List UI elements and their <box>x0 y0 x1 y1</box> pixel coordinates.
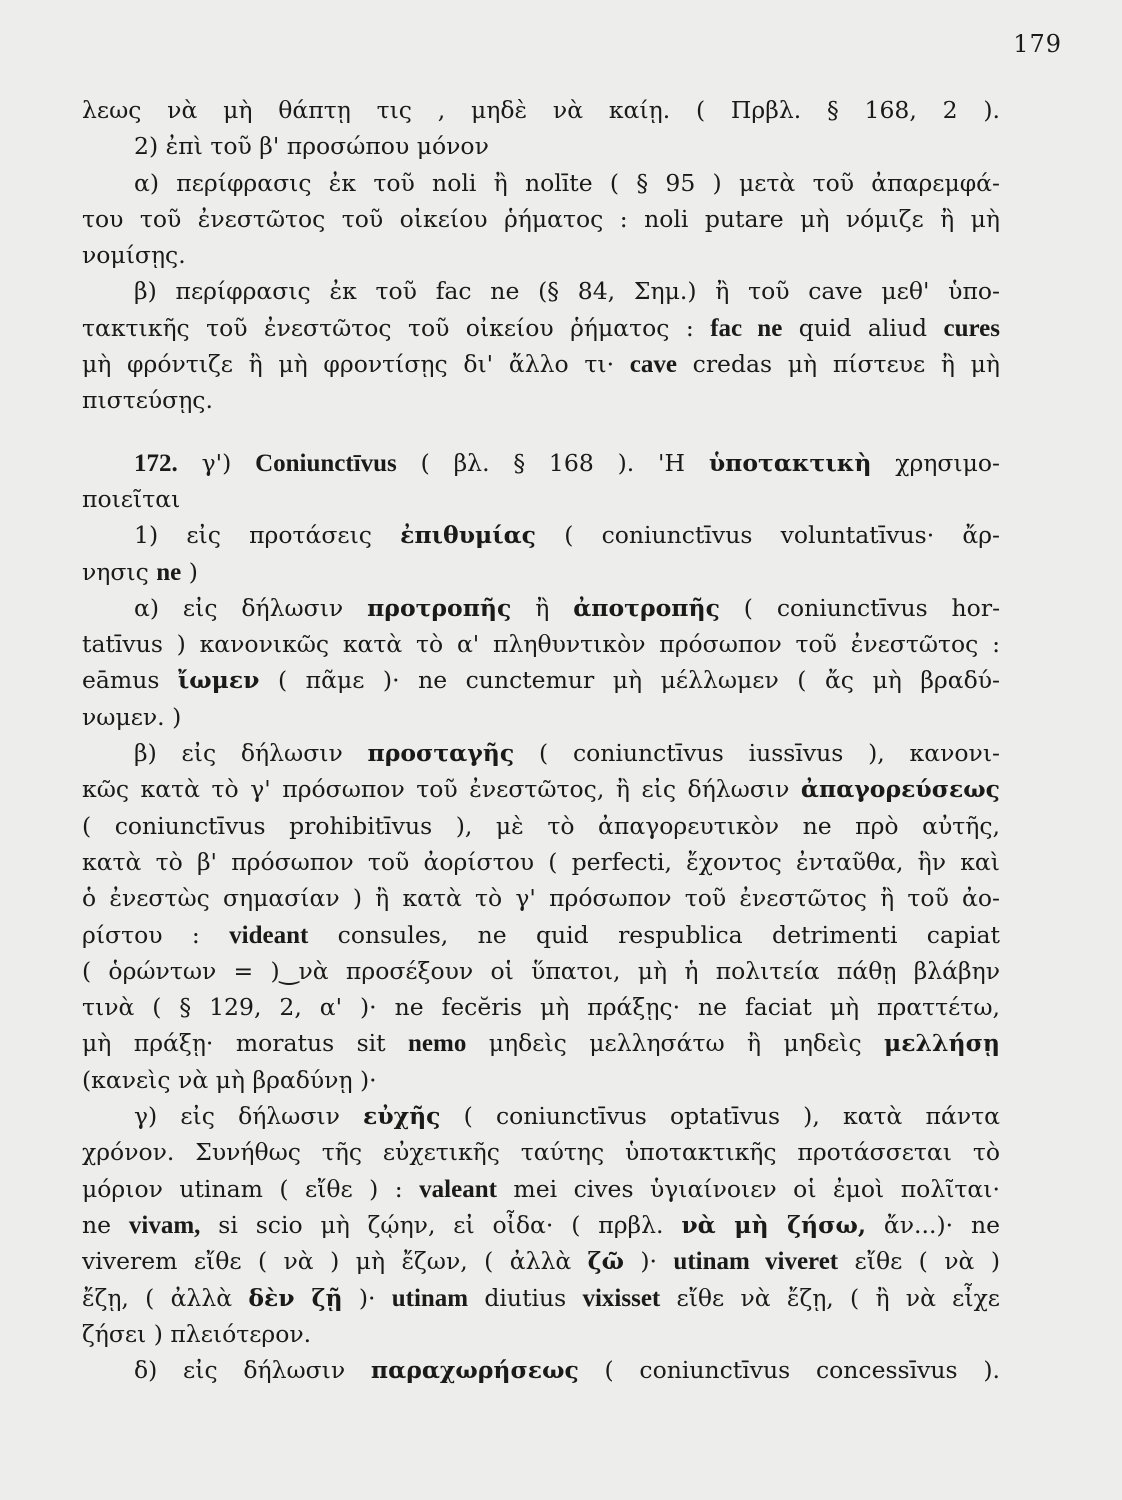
section-number: 172. <box>134 449 178 477</box>
text-line: ζήσει ) πλειότερον. <box>82 1319 312 1348</box>
text-line: 1) εἰς προτάσεις ἐπιθυμίας ( coniunctīvus voluntatīvus· ἄρ- <box>134 521 1000 550</box>
text-line: νησις ne ) <box>82 557 198 586</box>
text-line: κατὰ τὸ β' πρόσωπον τοῦ ἀορίστου ( perfecti, ἔχοντος ἐνταῦθα, ἣν καὶ <box>82 847 1000 876</box>
text-line: α) εἰς δήλωσιν προτροπῆς ἢ ἀποτροπῆς ( coniunctīvus hor- <box>134 593 1000 622</box>
text-line: τακτικῆς τοῦ ἐνεστῶτος τοῦ οἰκείου ῥήματος : fac ne quid aliud cures <box>82 313 1000 342</box>
text-line: viverem εἴθε ( νὰ ) μὴ ἔζων, ( ἀλλὰ ζῶ )· utinam viveret εἴθε ( νὰ ) <box>82 1247 1000 1276</box>
text-line: νωμεν. ) <box>82 702 182 731</box>
text-line: β) εἰς δήλωσιν προσταγῆς ( coniunctīvus iussīvus ), κανονι- <box>134 739 1000 768</box>
text-line: του τοῦ ἐνεστῶτος τοῦ οἰκείου ῥήματος : noli putare μὴ νόμιζε ἢ μὴ <box>82 204 1000 233</box>
text-line: λεως νὰ μὴ θάπτῃ τις , μηδὲ νὰ καίῃ. ( Πρβλ. § 168, 2 ). <box>82 96 1000 124</box>
text-line: μὴ πράξῃ· moratus sit nemo μηδεὶς μελλησάτω ἢ μηδεὶς μελλήσῃ <box>82 1029 1000 1058</box>
body-text <box>82 92 1000 1388</box>
text-line: χρόνον. Συνήθως τῆς εὐχετικῆς ταύτης ὑποτακτικῆς προτάσσεται τὸ <box>82 1138 1000 1167</box>
text-line: (κανεὶς νὰ μὴ βραδύνῃ )· <box>82 1065 377 1094</box>
text-line: πιστεύσῃς. <box>82 386 213 415</box>
text-line: ἔζῃ, ( ἀλλὰ δὲν ζῇ )· utinam diutius vixisset εἴθε νὰ ἔζῃ, ( ἢ νὰ εἶχε <box>82 1283 1000 1312</box>
text-line: eāmus ἴωμεν ( πᾶμε )· ne cunctemur μὴ μέλλωμεν ( ἄς μὴ βραδύ- <box>82 666 1000 695</box>
text-line: β) περίφρασις ἐκ τοῦ fac ne (§ 84, Σημ.) ἢ τοῦ cave μεθ' ὑπο- <box>134 277 1000 306</box>
text-line: μόριον utinam ( εἴθε ) : valeant mei cives ὑγιαίνοιεν οἱ ἐμοὶ πολῖται· <box>82 1174 1000 1203</box>
text-line: γ) εἰς δήλωσιν εὐχῆς ( coniunctīvus optatīvus ), κατὰ πάντα <box>134 1102 1000 1131</box>
text-line: ( ὁρώντων = )‿νὰ προσέξουν οἱ ὕπατοι, μὴ ἡ πολιτεία πάθῃ βλάβην <box>82 956 1000 985</box>
text-line: ne vivam, si scio μὴ ζῴην, εἰ οἶδα· ( πρβλ. νὰ μὴ ζήσω, ἄν...)· ne <box>82 1210 1000 1239</box>
text-line: τινὰ ( § 129, 2, α' )· ne fecĕris μὴ πράξῃς· ne faciat μὴ πραττέτω, <box>82 993 1000 1022</box>
text-line: δ) εἰς δήλωσιν παραχωρήσεως ( coniunctīvus concessīvus ). <box>134 1356 1000 1385</box>
section-heading-172: 172. γ') Coniunctīvus ( βλ. § 168 ). 'Η ὑποτακτικὴ χρησιμο- <box>134 448 1000 477</box>
text-line: ποιεῖται <box>82 484 181 513</box>
text-line: α) περίφρασις ἐκ τοῦ noli ἢ nolīte ( § 95 ) μετὰ τοῦ ἀπαρεμφά- <box>134 168 1000 197</box>
text-line: ( coniunctīvus prohibitīvus ), μὲ τὸ ἀπαγορευτικὸν ne πρὸ αὐτῆς, <box>82 811 1000 840</box>
text-line: tatīvus ) κανονικῶς κατὰ τὸ α' πληθυντικὸν πρόσωπον τοῦ ἐνεστῶτος : <box>82 630 1000 659</box>
text-line: νομίσῃς. <box>82 241 186 270</box>
text-line: κῶς κατὰ τὸ γ' πρόσωπον τοῦ ἐνεστῶτος, ἢ εἰς δήλωσιν ἀπαγορεύσεως <box>82 775 1000 804</box>
text-line: ρίστου : videant consules, ne quid respublica detrimenti capiat <box>82 920 1000 949</box>
text-line: 2) ἐπὶ τοῦ β' προσώπου μόνον <box>134 132 489 161</box>
text-line: ὁ ἐνεστὼς σημασίαν ) ἢ κατὰ τὸ γ' πρόσωπον τοῦ ἐνεστῶτος ἢ τοῦ ἀο- <box>82 884 1000 913</box>
text-line: μὴ φρόντιζε ἢ μὴ φροντίσῃς δι' ἄλλο τι· cave credas μὴ πίστευε ἢ μὴ <box>82 350 1000 379</box>
page-number: 179 <box>1013 30 1062 58</box>
